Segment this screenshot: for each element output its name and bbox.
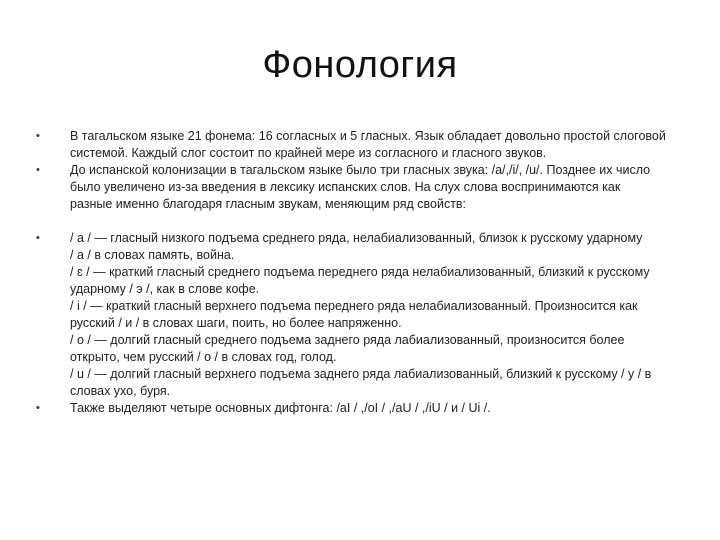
spacer	[34, 213, 694, 230]
bullet-dot-icon: •	[36, 232, 40, 244]
bullet-3-line-6: русский / и / в словах шаги, поить, но более напряженно.	[70, 316, 402, 330]
bullet-item-3	[34, 230, 694, 400]
bullet-dot-icon: •	[36, 164, 40, 176]
bullet-3-line-8: открыто, чем русский / о / в словах год, голод.	[70, 350, 337, 364]
bullet-3-line-7: / o / — долгий гласный среднего подъема заднего ряда лабиализованный, произносится более	[70, 333, 625, 347]
bullet-2-line-2: было увеличено из-за введения в лексику испанских слов. На слух слова воспринимаются как	[70, 180, 621, 194]
bullet-4-line-1: Также выделяют четыре основных дифтонга: /aI / ,/oI / ,/aU / ,/iU / и / Ui /.	[70, 401, 491, 415]
bullet-3-line-1: / a / — гласный низкого подъема среднего ряда, нелабиализованный, близок к русскому ударному	[70, 231, 643, 245]
bullet-2-line-3: разные именно благодаря гласным звукам, меняющим ряд свойств:	[70, 197, 467, 211]
bullet-dot-icon: •	[36, 130, 40, 142]
bullet-1-line-2: системой. Каждый слог состоит по крайней мере из согласного и гласного звуков.	[70, 146, 547, 160]
bullet-dot-icon: •	[36, 402, 40, 414]
bullet-item-1	[34, 128, 694, 162]
bullet-item-4	[34, 400, 694, 417]
bullet-3-line-2: / а / в словах память, война.	[70, 248, 235, 262]
bullet-3-line-10: словах ухо, буря.	[70, 384, 171, 398]
slide-content	[34, 128, 694, 417]
bullet-3-line-4: ударному / э /, как в слове кофе.	[70, 282, 260, 296]
bullet-3-line-3: / ɛ / — краткий гласный среднего подъема переднего ряда нелабиализованный, близкий к русскому	[70, 265, 650, 279]
bullet-2-line-1: До испанской колонизации в тагальском языке было три гласных звука: /a/,/i/, /u/. Позднее их число	[70, 163, 651, 177]
bullet-item-2	[34, 162, 694, 213]
bullet-3-line-5: / i / — краткий гласный верхнего подъема переднего ряда нелабиализованный. Произносится как	[70, 299, 638, 313]
bullet-1-line-1: В тагальском языке 21 фонема: 16 согласных и 5 гласных. Язык обладает довольно простой слоговой	[70, 129, 666, 143]
bullet-3-line-9: / u / — долгий гласный верхнего подъема заднего ряда лабиализованный, близкий к русскому / у / в	[70, 367, 652, 381]
slide-title: Фонология	[262, 44, 458, 86]
